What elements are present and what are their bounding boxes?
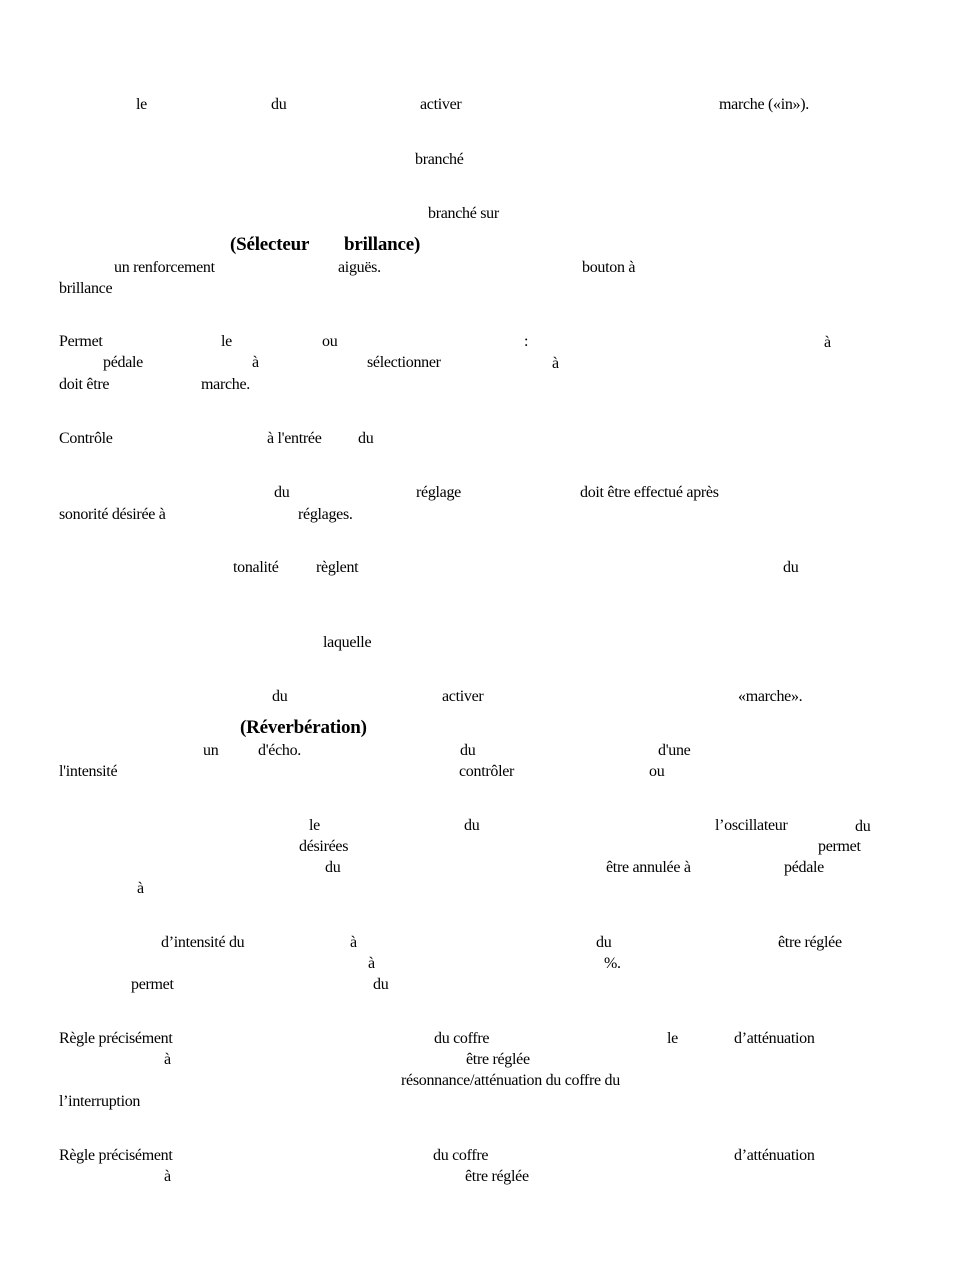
text-fragment: l'intensité xyxy=(59,763,118,780)
text-fragment: être réglée xyxy=(465,1168,529,1185)
text-fragment: du coffre xyxy=(434,1030,490,1047)
text-fragment: %. xyxy=(604,955,621,972)
text-fragment: bouton à xyxy=(582,259,636,276)
text-fragment: aiguës. xyxy=(338,259,381,276)
text-fragment: du xyxy=(460,742,476,759)
text-fragment: réglages. xyxy=(298,506,353,523)
text-fragment: du xyxy=(358,430,374,447)
text-fragment: du xyxy=(855,818,871,835)
text-fragment: marche. xyxy=(201,376,250,393)
text-fragment: du xyxy=(464,817,480,834)
text-fragment: d’atténuation xyxy=(734,1147,815,1164)
text-fragment: désirées xyxy=(299,838,349,855)
section-heading: brillance) xyxy=(344,234,421,255)
text-fragment: permet xyxy=(131,976,174,993)
text-fragment: ou xyxy=(649,763,665,780)
text-fragment: du coffre xyxy=(433,1147,489,1164)
text-fragment: sélectionner xyxy=(367,354,441,371)
text-fragment: règlent xyxy=(316,559,359,576)
text-fragment: du xyxy=(274,484,290,501)
text-fragment: contrôler xyxy=(459,763,515,780)
text-fragment: un xyxy=(203,742,219,759)
text-fragment: branché xyxy=(415,151,464,168)
text-fragment: pédale xyxy=(784,859,824,876)
section-heading: (Sélecteur xyxy=(230,234,310,255)
text-fragment: laquelle xyxy=(323,634,372,651)
text-fragment: doit être effectué après xyxy=(580,484,719,501)
text-fragment: à xyxy=(350,934,357,951)
text-fragment: à xyxy=(164,1051,171,1068)
text-fragment: «marche». xyxy=(738,688,803,705)
text-fragment: résonnance/atténuation du coffre du xyxy=(401,1072,620,1089)
text-fragment: activer xyxy=(420,96,462,113)
text-fragment: du xyxy=(325,859,341,876)
text-fragment: doit être xyxy=(59,376,110,393)
text-fragment: du xyxy=(272,688,288,705)
text-fragment: marche («in»). xyxy=(719,96,809,113)
text-fragment: à xyxy=(252,354,259,371)
text-fragment: le xyxy=(136,96,147,113)
text-fragment: Règle précisément xyxy=(59,1147,173,1164)
text-fragment: sonorité désirée à xyxy=(59,506,166,523)
text-fragment: du xyxy=(783,559,799,576)
text-fragment: le xyxy=(221,333,232,350)
text-fragment: être annulée à xyxy=(606,859,691,876)
text-fragment: à l'entrée xyxy=(267,430,322,447)
text-fragment: être réglée xyxy=(466,1051,530,1068)
text-fragment: l’interruption xyxy=(59,1093,141,1110)
text-fragment: d'une xyxy=(658,742,691,759)
section-heading: (Réverbération) xyxy=(240,717,367,738)
text-fragment: branché sur xyxy=(428,205,499,222)
text-fragment: ou xyxy=(322,333,338,350)
text-fragment: : xyxy=(524,333,529,350)
text-fragment: l’oscillateur xyxy=(715,817,788,834)
text-fragment: à xyxy=(368,955,375,972)
text-fragment: Permet xyxy=(59,333,103,350)
text-fragment: du xyxy=(271,96,287,113)
text-fragment: d’atténuation xyxy=(734,1030,815,1047)
text-fragment: à xyxy=(164,1168,171,1185)
text-fragment: à xyxy=(824,334,831,351)
text-fragment: du xyxy=(373,976,389,993)
text-fragment: être réglée xyxy=(778,934,842,951)
text-fragment: à xyxy=(137,880,144,897)
text-fragment: réglage xyxy=(416,484,461,501)
text-fragment: le xyxy=(667,1030,678,1047)
text-fragment: activer xyxy=(442,688,484,705)
text-fragment: brillance xyxy=(59,280,113,297)
text-fragment: le xyxy=(309,817,320,834)
text-fragment: d'écho. xyxy=(258,742,301,759)
text-fragment: à xyxy=(552,355,559,372)
text-fragment: du xyxy=(596,934,612,951)
text-fragment: permet xyxy=(818,838,861,855)
text-fragment: Contrôle xyxy=(59,430,113,447)
text-fragment: tonalité xyxy=(233,559,279,576)
text-fragment: un renforcement xyxy=(114,259,215,276)
text-fragment: d’intensité du xyxy=(161,934,245,951)
text-fragment: pédale xyxy=(103,354,143,371)
text-fragment: Règle précisément xyxy=(59,1030,173,1047)
